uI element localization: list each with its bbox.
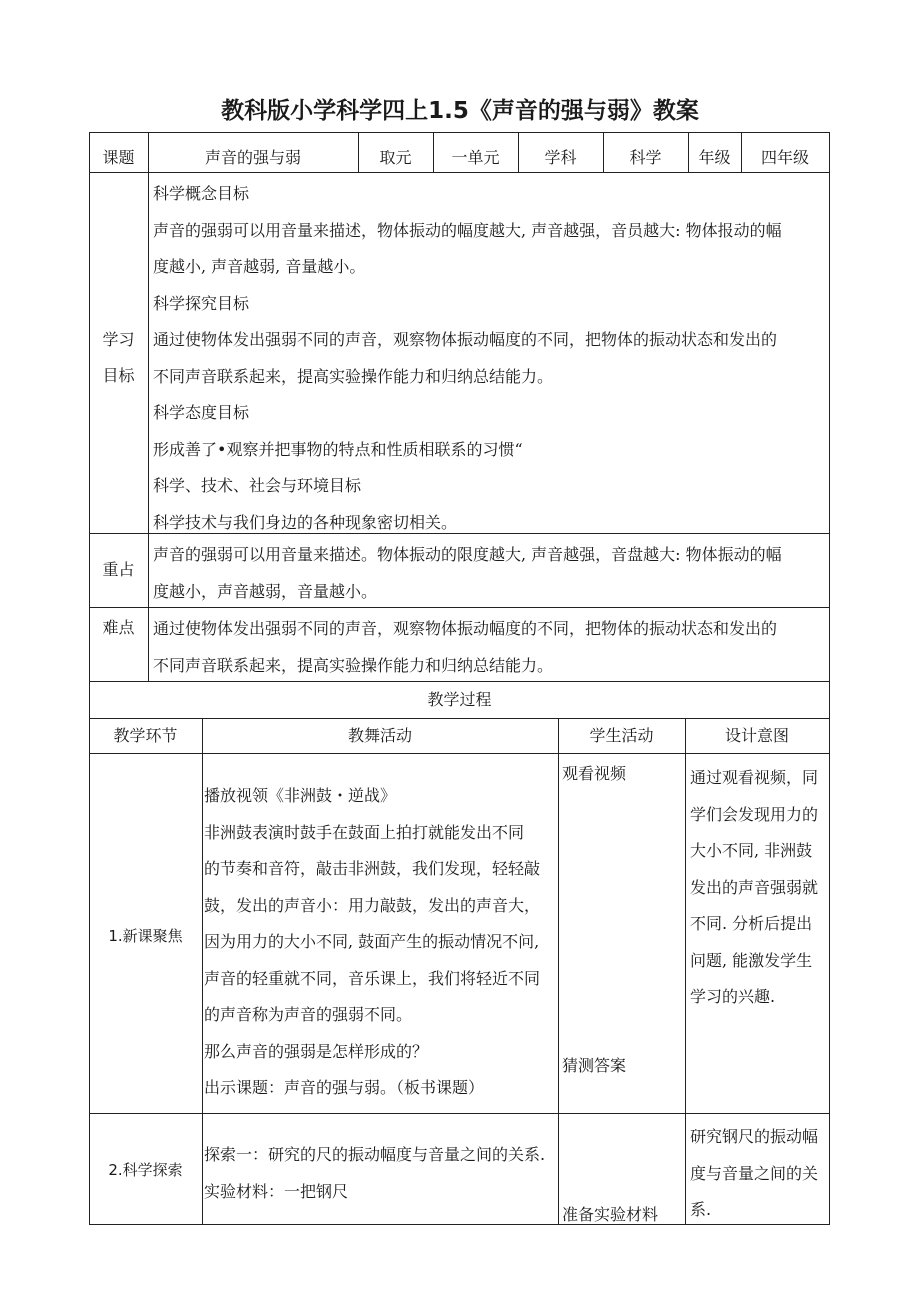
design-intent-line: 度与音量之间的关 bbox=[690, 1163, 819, 1183]
process-heading: 教学过程 bbox=[427, 690, 492, 709]
table-border-right bbox=[829, 132, 830, 1225]
objectives-content bbox=[153, 176, 782, 541]
student-activity: 准备实验材料 bbox=[562, 1205, 659, 1224]
design-intent-line: 通过观看视频，同 bbox=[690, 768, 819, 787]
teacher-activity-line: 鼓，发出的声音小：用力敲鼓，发出的声音大， bbox=[204, 895, 541, 915]
subject-value: 科学 bbox=[629, 148, 662, 167]
stage-label: 1.新课聚焦 bbox=[108, 927, 183, 945]
column-header-design: 设计意图 bbox=[724, 726, 789, 745]
design-intent bbox=[690, 760, 818, 1016]
teacher-activity-line: 声音的轻重就不同，音乐课上，我们将轻近不同 bbox=[204, 968, 541, 988]
teacher-activity-line: 探索一：研究的尺的振动幅度与音量之间的关系. bbox=[204, 1145, 546, 1164]
unit-value: 一单元 bbox=[451, 148, 500, 167]
design-intent-line: 问题, 能激发学生 bbox=[690, 950, 813, 970]
key-point-text: 度越小，声音越弱，音量越小。 bbox=[153, 581, 378, 601]
key-point-text: 声音的强弱可以用音量来描述。物体振动的限度越大, 声音越强，音盘越大: 物体振动的幅 bbox=[153, 545, 782, 564]
student-activity: 观看视频 bbox=[562, 764, 627, 783]
objective-heading: 科学、技术、社会与环境目标 bbox=[153, 476, 362, 495]
student-activity: 猜测答案 bbox=[562, 1056, 627, 1075]
table-rule bbox=[685, 718, 686, 1225]
teacher-activity-line: 那么声音的强弱是怎样形成的？ bbox=[204, 1041, 429, 1061]
design-intent-line: 学习的兴趣. bbox=[690, 987, 776, 1006]
teacher-activity-line: 非洲鼓表演时鼓手在鼓面上拍打就能发出不同 bbox=[204, 822, 525, 842]
difficulty-text: 通过使物体发出强弱不同的声音，观察物体振动幅度的不同，把物体的振动状态和发出的 bbox=[153, 619, 778, 638]
stage-label: 2.科学探索 bbox=[108, 1161, 183, 1179]
design-intent-line: 学们会发现用力的 bbox=[690, 804, 819, 824]
column-header-stage: 教学环节 bbox=[113, 726, 178, 745]
grade-label: 年级 bbox=[698, 148, 731, 167]
teacher-activity-line: 实验材料：一把钢尺 bbox=[204, 1181, 349, 1201]
objectives-label: 学习 bbox=[102, 330, 135, 349]
grade-value: 四年级 bbox=[760, 148, 809, 167]
document-title: 教科版小学科学四上1.5《声音的强与弱》教案 bbox=[221, 98, 699, 124]
objective-text: 通过使物体发出强弱不同的声音，观察物体振动幅度的不同，把物体的振动状态和发出的 bbox=[153, 330, 778, 349]
topic-label: 课题 bbox=[102, 148, 135, 167]
design-intent bbox=[690, 1119, 818, 1229]
objective-text: 不同声音联系起来，提高实验操作能力和归纳总结能力。 bbox=[153, 366, 554, 386]
teacher-activity-line: 因为用力的大小不同, 鼓面产生的振动情况不问, bbox=[204, 932, 540, 951]
table-border-left bbox=[89, 132, 90, 1225]
design-intent-line: 不同. 分析后提出 bbox=[690, 914, 813, 933]
design-intent-line: 研究钢尺的振动幅 bbox=[690, 1127, 819, 1146]
teacher-activity-line: 的声音称为声音的强弱不同。 bbox=[204, 1005, 413, 1024]
teacher-activity-line: 出示课题：声音的强与弱。（板书课题） bbox=[204, 1078, 485, 1097]
subject-label: 学科 bbox=[544, 148, 577, 167]
table-rule bbox=[202, 718, 203, 1225]
table-rule bbox=[89, 1113, 830, 1114]
objective-text: 形成善了•观察并把事物的特点和性质相联系的习惯“ bbox=[153, 439, 523, 459]
key-point-label: 重占 bbox=[102, 560, 135, 579]
objective-heading: 科学探究目标 bbox=[153, 293, 250, 313]
table-border-top bbox=[89, 132, 830, 133]
topic-value: 声音的强与弱 bbox=[204, 148, 301, 167]
objective-text: 度越小, 声音越弱, 音量越小。 bbox=[153, 257, 366, 276]
objective-heading: 科学概念目标 bbox=[153, 184, 250, 203]
objective-heading: 科学态度目标 bbox=[153, 403, 250, 422]
design-intent-line: 发出的声音强弱就 bbox=[690, 877, 819, 897]
teacher-activity bbox=[204, 1137, 545, 1210]
objective-text: 科学技术与我们身边的各种现象密切相关。 bbox=[153, 512, 458, 532]
teacher-activity bbox=[204, 778, 540, 1107]
key-point-content bbox=[153, 537, 782, 610]
difficulty-content bbox=[153, 611, 777, 684]
objectives-label: 目标 bbox=[102, 366, 135, 385]
difficulty-label: 难点 bbox=[102, 618, 135, 637]
table-rule bbox=[148, 172, 149, 681]
teacher-activity-line: 的节奏和音符，敲击非洲鼓，我们发现，轻轻敲 bbox=[204, 859, 541, 878]
unit-label: 取元 bbox=[379, 148, 412, 167]
table-rule bbox=[558, 718, 559, 1225]
design-intent-line: 大小不同, 非洲鼓 bbox=[690, 841, 813, 860]
design-intent-line: 系. bbox=[690, 1200, 712, 1219]
column-header-student: 学生活动 bbox=[589, 726, 654, 745]
teacher-activity-line: 播放视领《非洲鼓・逆战》 bbox=[204, 786, 397, 805]
objective-text: 声音的强弱可以用音量来描述，物体振动的幅度越大, 声音越强，音员越大: 物体报动的幅 bbox=[153, 220, 782, 240]
difficulty-text: 不同声音联系起来，提高实验操作能力和归纳总结能力。 bbox=[153, 655, 554, 675]
column-header-teacher: 教舞活动 bbox=[347, 726, 412, 745]
